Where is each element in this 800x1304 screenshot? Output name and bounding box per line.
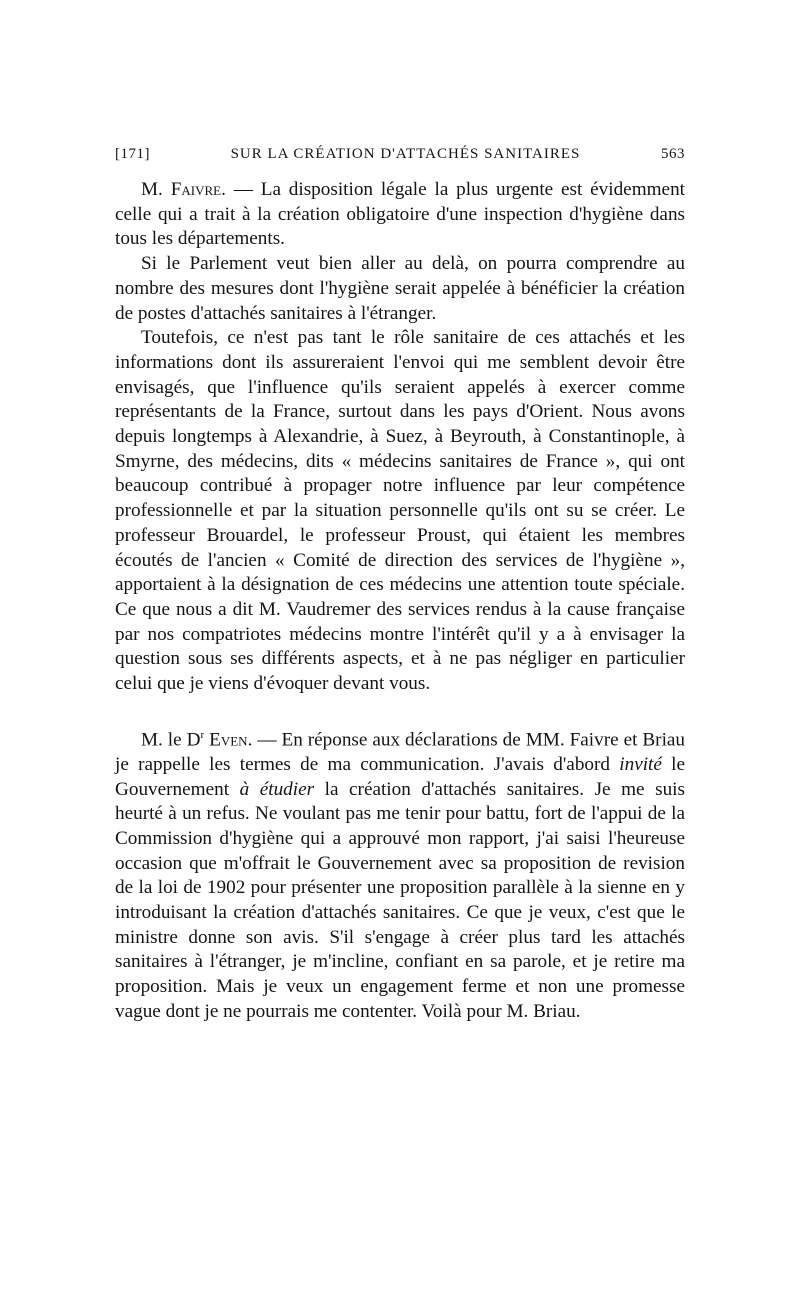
emphasis-invite: invité [619,753,662,775]
section-reference: [171] [115,146,150,162]
running-title: SUR LA CRÉATION D'ATTACHÉS SANITAIRES [230,146,581,162]
emphasis-a-etudier: à étudier [239,778,315,800]
paragraph-gap [115,697,685,723]
paragraph-faivre [115,178,685,252]
paragraph-text: — La disposition légale la plus urgente est évidemment celle qui a trait à la création obligatoire d'une inspection d'hygiène dans tous les départements. [115,179,685,250]
running-head [115,146,685,170]
speaker-prefix: M. le D [141,729,201,751]
document-page [115,146,685,1025]
speaker-sup: r [200,728,205,741]
paragraph-text: Toutefois, ce n'est pas tant le rôle sanitaire de ces attachés et les informations dont ils assureraient l'envoi qui me semblent devoir être envisagés, que l'influence qu'ils seraient appelés à exercer comme représentants de la France, surtout dans les pays d'Orient. Nous avons depuis longtemps à Alexandrie, à Suez, à Beyrouth, à Constantinople, à Smyrne, des médecins, dits « médecins sanitaires de France », qui ont beaucoup contribué à propager notre influence par leur compétence professionnelle et par la situation personnelle qu'ils ont su se créer. Le professeur Brouardel, le professeur Proust, qui étaient les membres écoutés de l'ancien « Comité de direction des services de l'hygiène », apportaient à la désignation de ces médecins une attention toute spéciale. Ce que nous a dit M. Vaudremer des services rendus à la cause française par nos compatriotes médecins montre l'intérêt qu'il y a à envisager la question sous ses différents aspects, et à ne pas négliger en particulier celui que je viens d'évoquer devant vous. [115,327,685,695]
paragraph-text: Si le Parlement veut bien aller au delà, on pourra comprendre au nombre des mesures dont l'hygiène serait appelée à bénéficier la création de postes d'attachés sanitaires à l'étranger. [115,253,685,324]
paragraph-parlement [115,252,685,326]
speaker-even: Even. [209,729,253,751]
speaker-faivre: M. Faivre. [141,179,226,200]
page-number: 563 [660,146,685,162]
paragraph-text: — En réponse aux déclarations de MM. Faivre et Briau je rappelle les termes de ma communication. J'avais d'abord [115,729,686,775]
paragraph-text: la création d'attachés sanitaires. Je me suis heurté à un refus. Ne voulant pas me tenir pour battu, fort de l'appui de la Commission d'hygiène qui a approuvé mon rapport, j'ai saisi l'heureuse occasion que m'offrait le Gouvernement avec sa proposition de revision de la loi de 1902 pour présenter une proposition parallèle à la sienne en y introduisant la création d'attachés sanitaires. Ce que je veux, c'est que le ministre donne son avis. S'il s'engage à créer plus tard les attachés sanitaires à l'étranger, je m'incline, confiant en sa parole, et je retire ma proposition. Mais je veux un engagement ferme et non une promesse vague dont je ne pourrais me contenter. Voilà pour M. Briau. [115,778,685,1022]
paragraph-even [115,723,685,1025]
paragraph-text: le Gouvernement [115,753,686,800]
paragraph-toutefois [115,326,685,697]
